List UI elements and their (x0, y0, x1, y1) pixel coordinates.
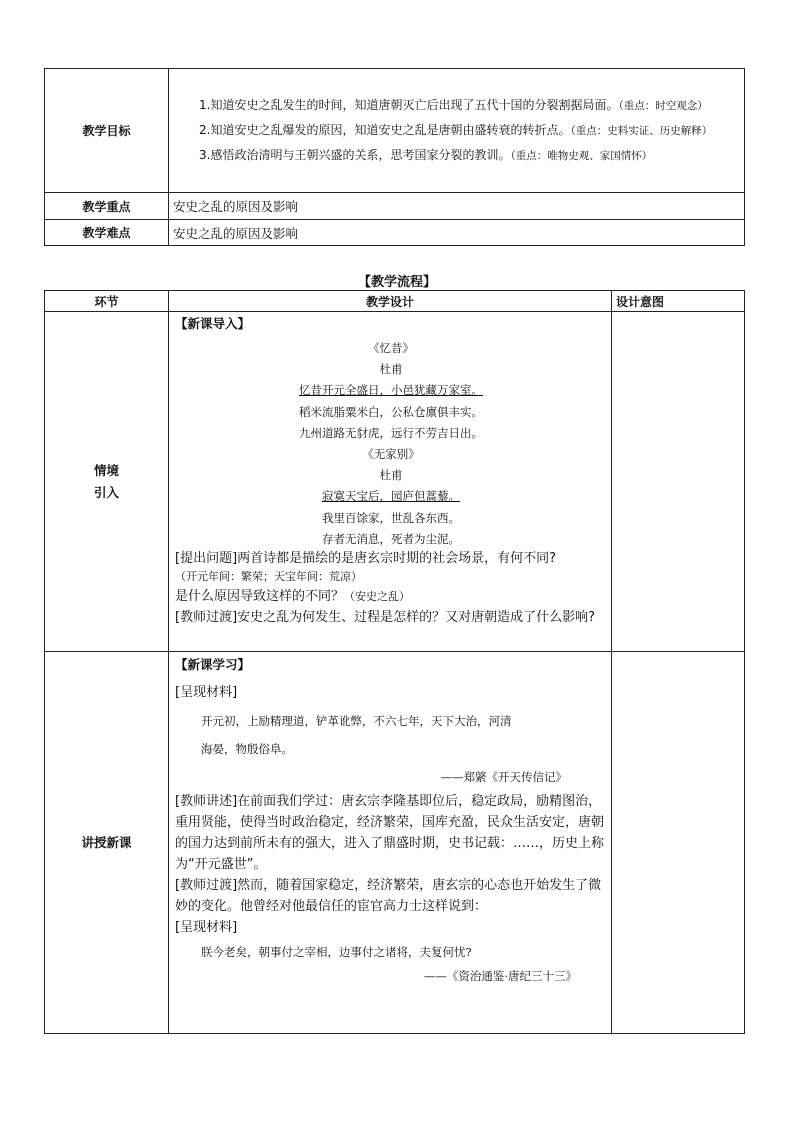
intro-section-title: 【新课导入】 (175, 316, 251, 331)
poem1-author: 杜甫 (379, 362, 403, 377)
quote-2: 朕今老矣，朝事付之宰相，边事付之诸将，夫复何忧? (201, 945, 472, 959)
header-intent: 设计意图 (612, 291, 745, 312)
quote-1-cont: 海晏，物殷俗阜。 (201, 742, 293, 756)
poem1-line: 九州道路无豺虎，远行不劳吉日出。 (299, 425, 483, 440)
key-point-value: 安史之乱的原因及影响 (169, 193, 745, 220)
question-1: [提出问题]两首诗都是描绘的是唐玄宗时期的社会场景，有何不同? (175, 551, 557, 567)
quote-1: 开元初，上励精理道，铲革讹弊，不六七年，天下大治，河清 (201, 714, 512, 728)
teacher-transition-1: [教师过渡]安史之乱为何发生、过程是怎样的？又对唐朝造成了什么影响? (175, 610, 596, 626)
lecture-section-title: 【新课学习】 (175, 657, 251, 672)
poem2-line: 寂寞天宝后，园庐但蒿藜。 (322, 489, 460, 504)
quote-2-source: ——《资治通鉴·唐纪三十三》 (423, 969, 577, 983)
poem2-line: 我里百馀家，世乱各东西。 (322, 510, 460, 525)
goal-item-3: 3.感悟政治清明与王朝兴盛的关系，思考国家分裂的教训。（重点：唯物史观、家国情怀） (199, 148, 653, 162)
difficulty-label: 教学难点 (45, 220, 169, 246)
flow-title: 【教学流程】 (357, 275, 436, 290)
poem2-author: 杜甫 (379, 468, 403, 483)
poem2-line: 存者无消息，死者为尘泥。 (322, 531, 460, 546)
teacher-lecture: [教师讲述]在前面我们学过：唐玄宗李隆基即位后，稳定政局，励精图治，重用贤能，使得当时政治稳定，经济繁荣，国库充盈，民众生活安定，唐朝的国力达到前所未有的强大，进入了鼎盛时期，史书记载：……，历史上称为“开元盛世”。 (175, 794, 605, 872)
flow-table (44, 290, 745, 1034)
poem1-line: 忆昔开元全盛日，小邑犹藏万家室。 (299, 383, 483, 398)
teacher-transition-2: [教师过渡]然而，随着国家稳定，经济繁荣，唐玄宗的心态也开始发生了微妙的变化。他曾经对他最信任的宦官高力士这样说到： (175, 878, 602, 914)
question-1-note: （开元年间：繁荣；天宝年间：荒凉） (175, 570, 362, 584)
material-label-2: [呈现材料] (175, 920, 238, 935)
material-label-1: [呈现材料] (175, 685, 238, 700)
question-2: 是什么原因导致这样的不同？（安史之乱） (175, 589, 411, 605)
header-stage: 环节 (45, 291, 169, 312)
goals-label: 教学目标 (45, 69, 169, 193)
stage-lecture: 讲授新课 (45, 652, 169, 1034)
poem1-line: 稻米流脂粟米白，公私仓廪俱丰实。 (299, 404, 483, 419)
goal-item-2: 2.知道安史之乱爆发的原因，知道安史之乱是唐朝由盛转衰的转折点。（重点：史料实证、历史解释） (199, 123, 713, 137)
goal-item-1: 1.知道安史之乱发生的时间，知道唐朝灭亡后出现了五代十国的分裂割据局面。（重点：时空观念） (199, 98, 708, 112)
stage-intro: 情境 引入 (45, 312, 169, 652)
key-point-label: 教学重点 (45, 193, 169, 220)
intro-intent (612, 312, 745, 652)
lecture-content (169, 652, 612, 1034)
quote-1-source: ——郑綮《开天传信记》 (440, 770, 567, 784)
goals-table (44, 68, 745, 246)
poem1-title: 《忆昔》 (368, 341, 414, 355)
difficulty-value: 安史之乱的原因及影响 (169, 220, 745, 246)
intro-content (169, 312, 612, 652)
lecture-intent (612, 652, 745, 1034)
goals-content (169, 69, 745, 193)
header-design: 教学设计 (169, 291, 612, 312)
poem2-title: 《无家别》 (362, 447, 420, 462)
